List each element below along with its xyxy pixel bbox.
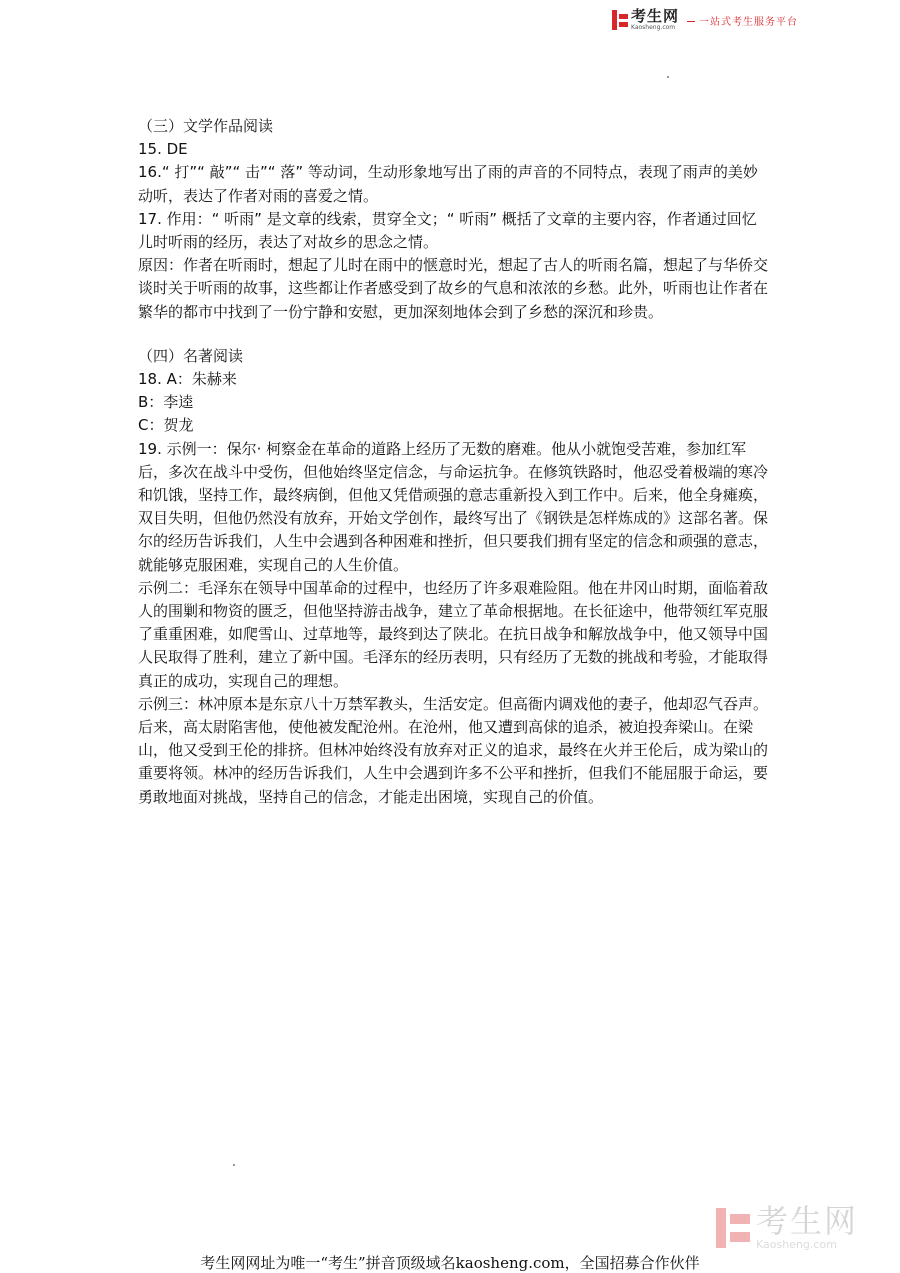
stray-dot: [233, 1164, 235, 1166]
answer-19-example-1: 19. 示例一：保尔· 柯察金在革命的道路上经历了无数的磨难。他从小就饱受苦难，参加红军后，多次在战斗中受伤，但他始终坚定信念，与命运抗争。在修筑铁路时，他忍受着极端的寒冷和饥饿，坚持工作，最终病倒，但他又凭借顽强的意志重新投入到工作中。后来，他全身瘫痪，双目失明，但他仍然没有放弃，开始文学创作，最终写出了《钢铁是怎样炼成的》这部名著。保尔的经历告诉我们，人生中会遇到各种困难和挫折，但只要我们拥有坚定的信念和顽强的意志，就能够克服困难，实现自己的人生价值。: [138, 439, 769, 574]
watermark-logo: [716, 1202, 859, 1251]
section-heading-literature: （三）文学作品阅读: [138, 117, 274, 135]
logo-name: 考生网: [631, 7, 680, 25]
footer-text: 考生网网址为唯一“考生”拼音顶级域名kaosheng.com，全国招募合作伙伴: [200, 1254, 700, 1272]
watermark-name: 考生网: [756, 1202, 859, 1240]
answer-content: [138, 115, 768, 809]
logo-domain: Kaosheng.com: [631, 24, 676, 31]
answer-18-b: B：李逵: [138, 393, 194, 412]
answer-18-a: 18. A：朱赫来: [138, 370, 237, 389]
logo-slogan: [687, 13, 798, 28]
logo-mark-icon: [612, 10, 628, 30]
answer-19-example-3: 示例三：林冲原本是东京八十万禁军教头，生活安定。但高衙内调戏他的妻子，他却忍气吞声。后来，高太尉陷害他，使他被发配沧州。在沧州，他又遭到高俅的追杀，被迫投奔梁山。在梁山，他又受到王伦的排挤。但林冲始终没有放弃对正义的追求，最终在火并王伦后，成为梁山的重要将领。林冲的经历告诉我们，人生中会遇到许多不公平和挫折，但我们不能屈服于命运，要勇敢地面对挑战，坚持自己的信念，才能走出困境，实现自己的价值。: [138, 694, 769, 806]
answer-17-reason: 原因：作者在听雨时，想起了儿时在雨中的惬意时光，想起了古人的听雨名篇，想起了与华侨交谈时关于听雨的故事，这些都让作者感受到了故乡的气息和浓浓的乡愁。此外，听雨也让作者在繁华的都市中找到了一份宁静和安慰，更加深刻地体会到了乡愁的深沉和珍贵。: [138, 256, 769, 321]
answer-19-example-2: 示例二：毛泽东在领导中国革命的过程中，也经历了许多艰难险阻。他在井冈山时期，面临着敌人的围剿和物资的匮乏，但他坚持游击战争，建立了革命根据地。在长征途中，他带领红军克服了重重困难，如爬雪山、过草地等，最终到达了陕北。在抗日战争和解放战争中，他又领导中国人民取得了胜利，建立了新中国。毛泽东的经历表明，只有经历了无数的挑战和考验，才能取得真正的成功，实现自己的理想。: [138, 578, 769, 690]
answer-18-c: C：贺龙: [138, 416, 194, 435]
answer-16: 16.“ 打”“ 敲”“ 击”“ 落” 等动词，生动形象地写出了雨的声音的不同特点，表现了雨声的美妙动听，表达了作者对雨的喜爱之情。: [138, 163, 758, 205]
watermark-mark-icon: [716, 1208, 750, 1248]
watermark-domain: Kaosheng.com: [756, 1238, 837, 1251]
answer-17-function: 17. 作用：“ 听雨” 是文章的线索，贯穿全文；“ 听雨” 概括了文章的主要内容，作者通过回忆儿时听雨的经历，表达了对故乡的思念之情。: [138, 209, 757, 252]
answer-15: 15. DE: [138, 140, 188, 159]
stray-dot: [667, 76, 669, 78]
spacer: [138, 324, 768, 345]
section-heading-classics: （四）名著阅读: [138, 346, 244, 365]
logo-text: [631, 9, 679, 31]
watermark-text: [756, 1202, 859, 1251]
slogan-text: 一站式考生服务平台: [699, 16, 799, 28]
site-logo[interactable]: [612, 8, 798, 32]
